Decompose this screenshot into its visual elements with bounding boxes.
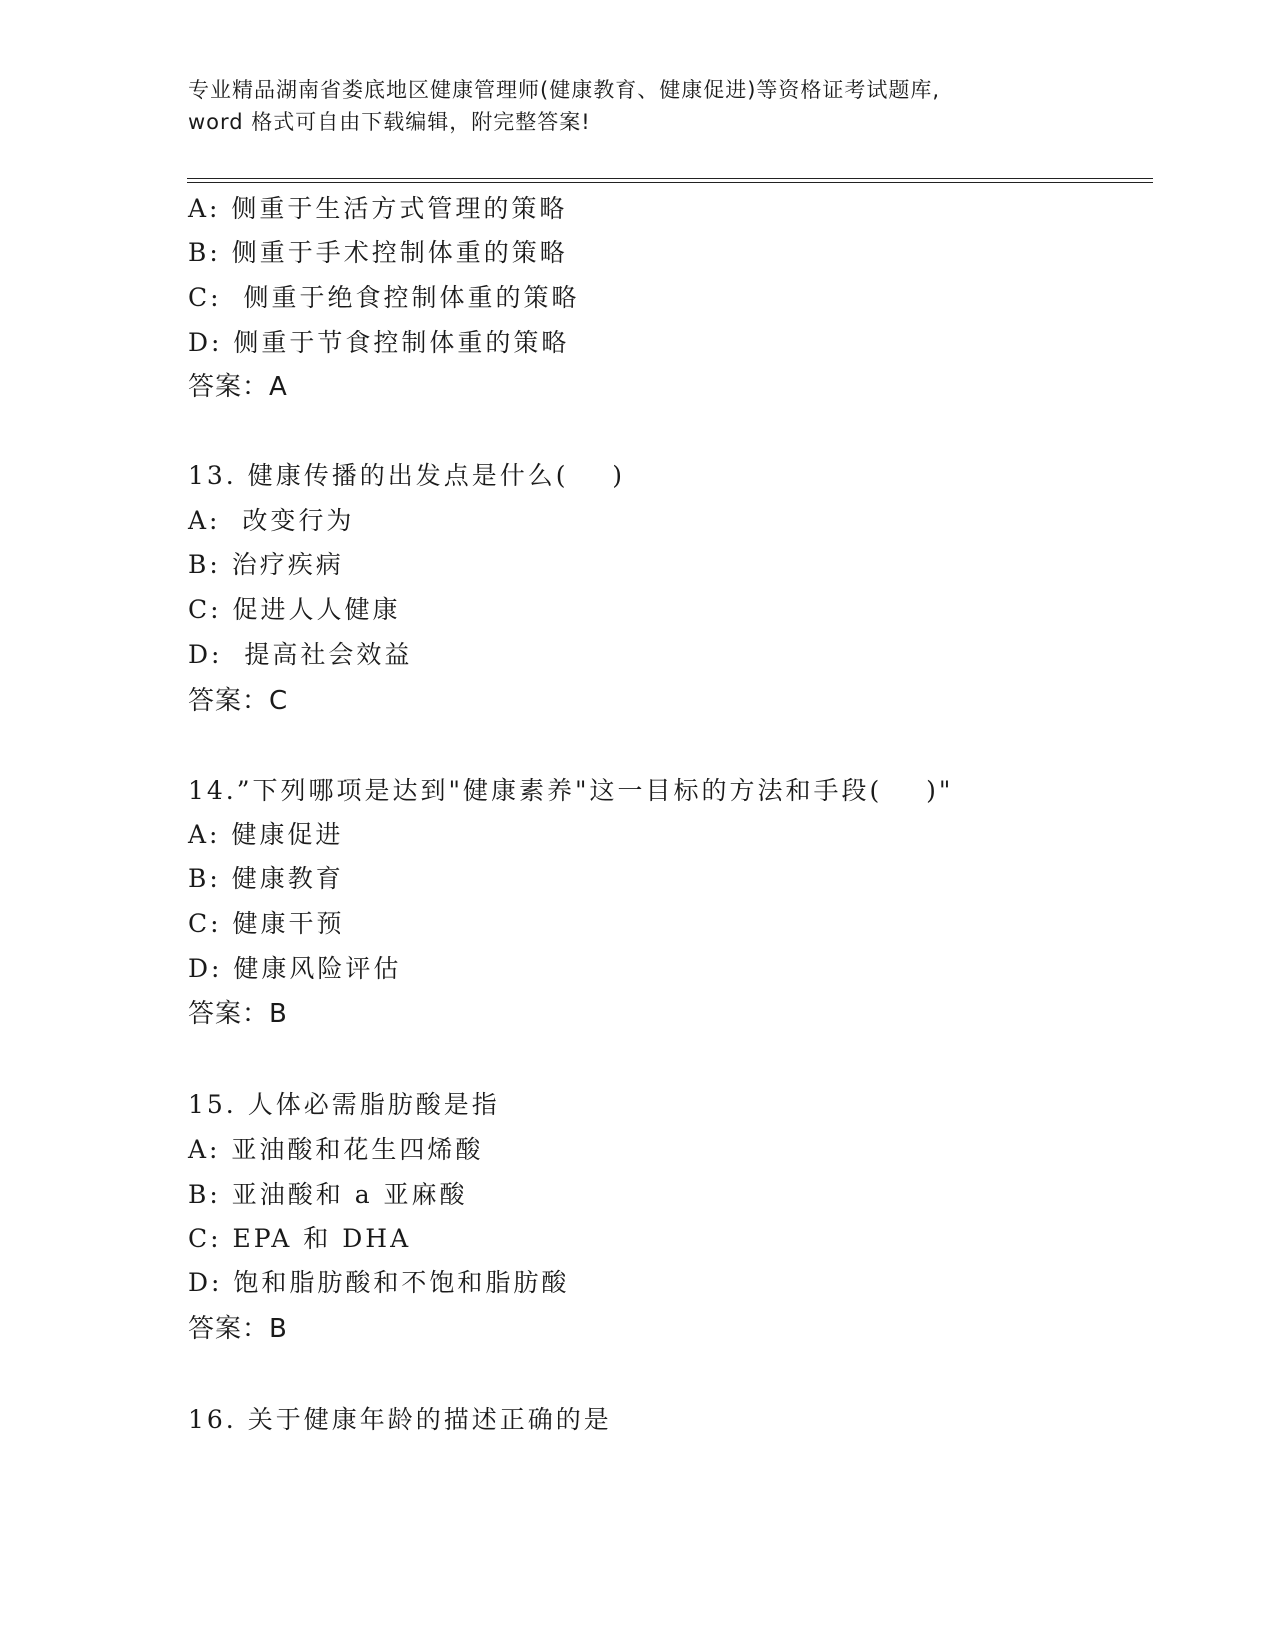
q15-question: 15. 人体必需脂肪酸是指: [188, 1090, 500, 1119]
q13-option-c: C: 促进人人健康: [188, 595, 401, 624]
q12-option-a: A: 侧重于生活方式管理的策略: [188, 194, 568, 223]
q12-option-d: D: 侧重于节食控制体重的策略: [188, 328, 570, 357]
q15-answer: 答案：B: [188, 1314, 288, 1344]
q15-option-b: B: 亚油酸和 a 亚麻酸: [188, 1180, 468, 1209]
q14-option-d: D: 健康风险评估: [188, 954, 402, 983]
header-line-2: word 格式可自由下载编辑，附完整答案!: [188, 110, 591, 134]
q14-option-c: C: 健康干预: [188, 909, 345, 938]
q15-option-d: D: 饱和脂肪酸和不饱和脂肪酸: [188, 1268, 570, 1297]
q14-question: 14.”下列哪项是达到"健康素养"这一目标的方法和手段( )": [188, 776, 954, 805]
q14-answer: 答案：B: [188, 999, 288, 1029]
q13-answer: 答案：C: [188, 686, 289, 716]
document-header: [188, 74, 1088, 138]
q15-option-c: C: EPA 和 DHA: [188, 1224, 412, 1253]
q12-option-b: B: 侧重于手术控制体重的策略: [188, 238, 568, 267]
q12-answer: 答案：A: [188, 372, 288, 402]
header-line-1: 专业精品湖南省娄底地区健康管理师(健康教育、健康促进)等资格证考试题库,: [188, 78, 941, 102]
header-divider: [187, 178, 1153, 183]
q14-option-b: B: 健康教育: [188, 864, 344, 893]
q16-question: 16. 关于健康年龄的描述正确的是: [188, 1405, 612, 1434]
q13-question: 13. 健康传播的出发点是什么( ): [188, 461, 626, 490]
q13-option-b: B: 治疗疾病: [188, 550, 344, 579]
q13-option-a: A: 改变行为: [188, 506, 355, 535]
q12-option-c: C: 侧重于绝食控制体重的策略: [188, 283, 580, 312]
q14-option-a: A: 健康促进: [188, 820, 344, 849]
q13-option-d: D: 提高社会效益: [188, 640, 413, 669]
q15-option-a: A: 亚油酸和花生四烯酸: [188, 1135, 484, 1164]
